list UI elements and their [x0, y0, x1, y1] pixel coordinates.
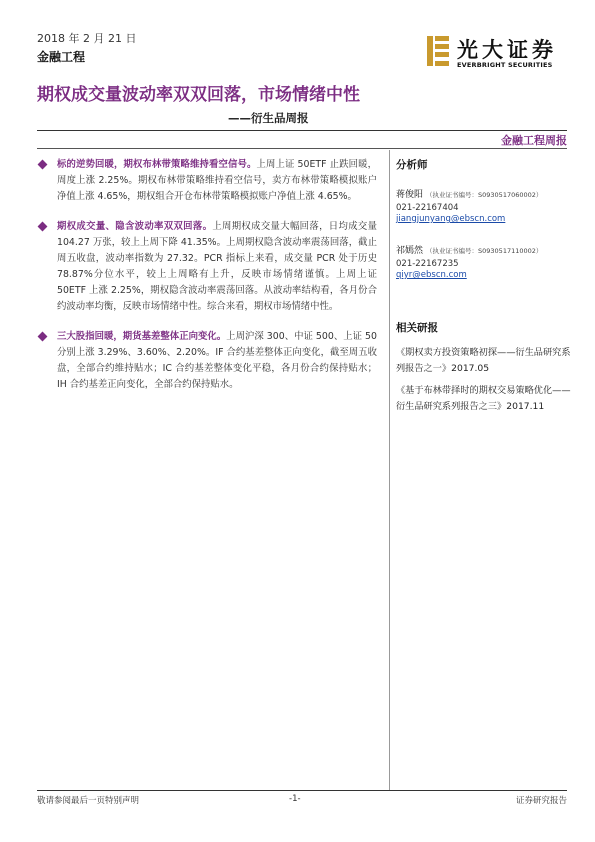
related-report-item[interactable]: 《期权卖方投资策略初探——衍生品研究系列报告之一》2017.05 — [396, 347, 571, 374]
analyst-card — [396, 238, 571, 280]
analyst-name: 祁嫣然 — [396, 246, 424, 256]
tag-divider — [37, 148, 567, 149]
diamond-bullet-icon — [38, 222, 48, 232]
page-number: -1- — [289, 794, 301, 804]
bullet-lead: 三大股指回暖，期货基差整体正向变化。 — [57, 331, 227, 342]
summary-bullet — [37, 157, 377, 205]
bullet-lead: 标的逆势回暖，期权布林带策略维持看空信号。 — [57, 159, 257, 170]
diamond-bullet-icon — [38, 160, 48, 170]
footer-report-type: 证券研究报告 — [515, 796, 567, 806]
sidebar — [396, 157, 571, 421]
report-date: 2018 年 2 月 21 日 — [37, 32, 137, 45]
section-label: 金融工程 — [37, 50, 86, 64]
bullet-body: 上周沪深 300、中证 500、上证 50 分别上涨 3.29%、3.60%、2.20%。IF 合约基差整体正向变化，截至周五收盘，全部合约维持贴水；IC 合约基差整体变化平稳，各月份合约保持贴水；IH 合约基差正向变化，全部合约保持贴水。 — [57, 331, 377, 390]
analyst-phone: 021-22167404 — [396, 203, 459, 213]
bullet-lead: 期权成交量、隐含波动率双双回落。 — [57, 221, 213, 232]
analyst-email-link[interactable]: qiyr@ebscn.com — [396, 270, 467, 280]
summary-bullet — [37, 219, 377, 315]
logo-mark-icon — [427, 36, 449, 66]
related-report-item[interactable]: 《基于布林带择时的期权交易策略优化——衍生品研究系列报告之三》2017.11 — [396, 385, 571, 412]
footer-disclaimer: 敬请参阅最后一页特别声明 — [37, 796, 140, 806]
logo-text-en: EVERBRIGHT SECURITIES — [457, 61, 553, 69]
bullet-body: 上周期权成交量大幅回落，日均成交量 104.27 万张，较上上周下降 41.35%。上周期权隐含波动率震荡回落，截止周五收盘，波动率指数为 27.32。PCR 指标上来看，成交量 PCR 处于历史 78.87%分位水平，较上上周略有上升，反映市场情绪谨慎。上周上证 50ETF 上涨 2.25%，期权隐含波动率震荡回落。从波动率结构看，各月份合约波动率均衡，反映市场情绪中性。综合来看，期权市场情绪中性。 — [57, 221, 377, 312]
bullet-body: 上周上证 50ETF 止跌回暖，周度上涨 2.25%。期权布林带策略维持看空信号，卖方布林带策略模拟账户净值上涨 4.65%，期权组合开仓布林带策略模拟账户净值上涨 4.65%。 — [57, 159, 377, 202]
analyst-cert: （执业证书编号：S0930517110002） — [426, 247, 543, 255]
analyst-card — [396, 182, 571, 224]
page-subtitle: ——衍生品周报 — [228, 111, 309, 125]
analyst-phone: 021-22167235 — [396, 259, 459, 269]
analyst-cert: （执业证书编号：S0930517060002） — [426, 191, 543, 199]
header-divider — [37, 130, 567, 131]
report-type-tag: 金融工程周报 — [501, 134, 567, 147]
related-heading: 相关研报 — [396, 322, 438, 334]
logo-text-cn: 光大证券 — [457, 37, 557, 62]
analyst-name: 蒋俊阳 — [396, 190, 424, 200]
related-reports — [396, 320, 571, 415]
analysts-heading: 分析师 — [396, 159, 428, 171]
summary-column — [37, 157, 377, 407]
company-logo — [427, 34, 567, 72]
footer-divider — [37, 790, 567, 791]
page-title: 期权成交量波动率双双回落，市场情绪中性 — [37, 85, 360, 105]
analyst-email-link[interactable]: jiangjunyang@ebscn.com — [396, 214, 506, 224]
diamond-bullet-icon — [38, 332, 48, 342]
summary-bullet — [37, 329, 377, 393]
column-divider — [389, 150, 390, 790]
